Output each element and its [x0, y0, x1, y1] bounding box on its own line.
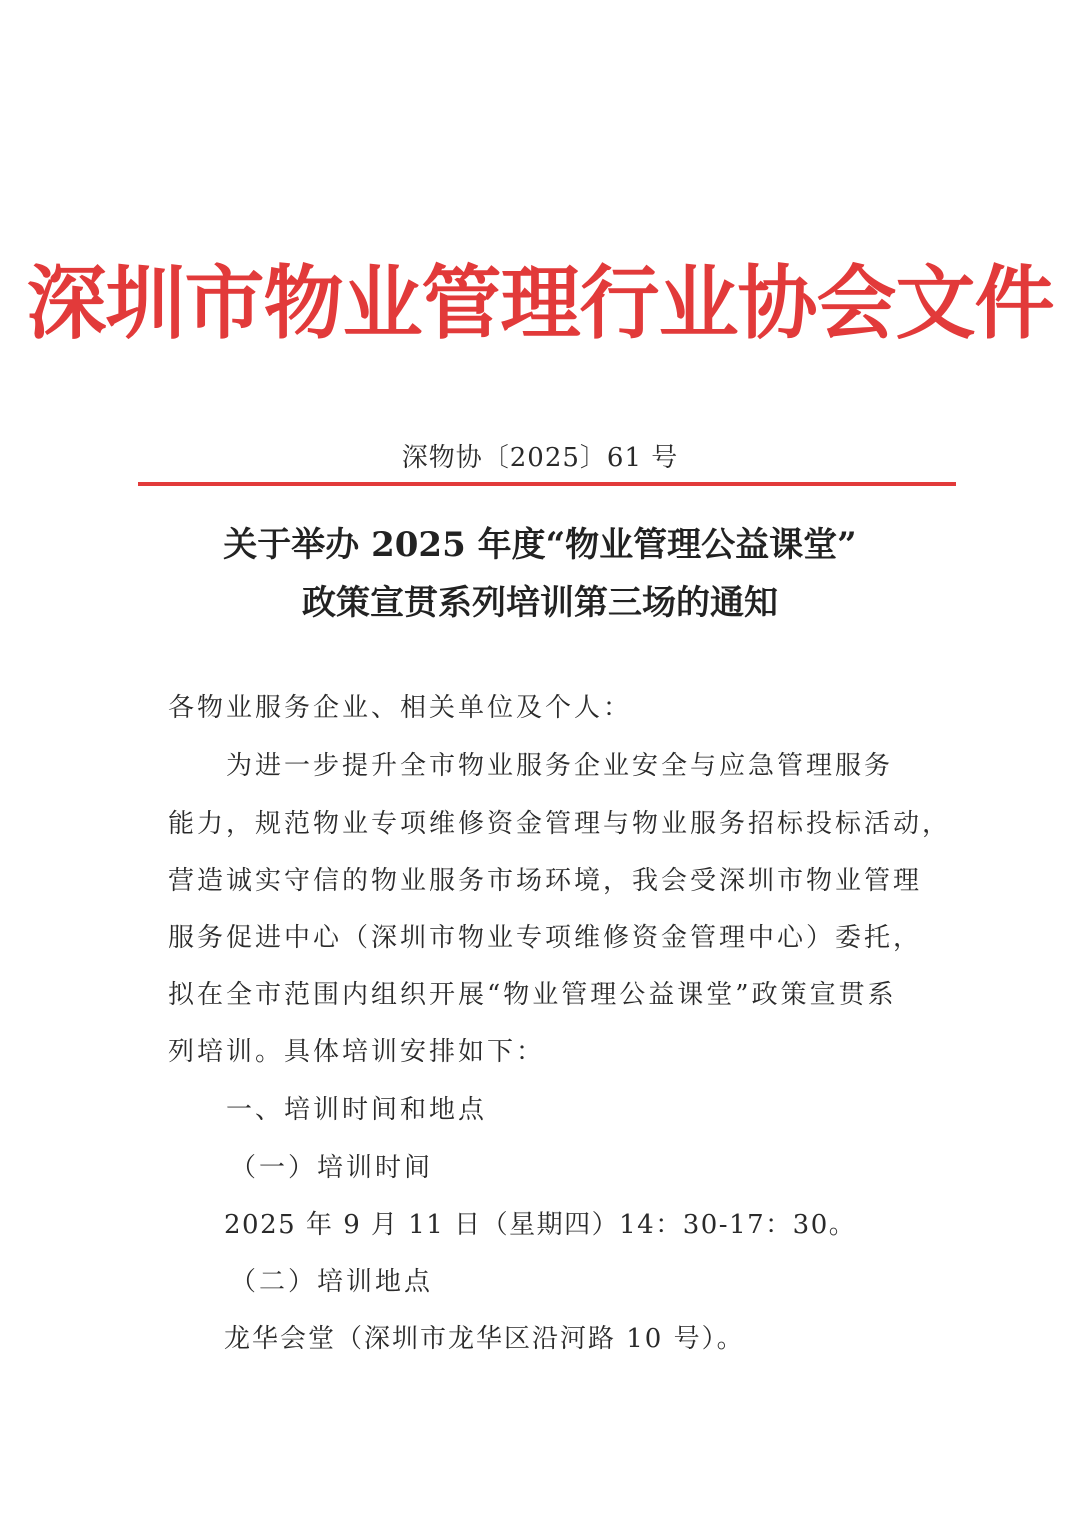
subsection-heading-time: （一）培训时间: [230, 1153, 434, 1183]
paragraph-line: 为进一步提升全市物业服务企业安全与应急管理服务: [226, 751, 894, 781]
training-time: 2025 年 9 月 11 日（星期四）14：30-17：30。: [224, 1210, 857, 1240]
paragraph-line: 列培训。具体培训安排如下：: [168, 1037, 546, 1067]
salutation: 各物业服务企业、相关单位及个人：: [168, 693, 633, 723]
paragraph-line: 营造诚实守信的物业服务市场环境，我会受深圳市物业管理: [168, 866, 923, 896]
document-number: 深物协〔2025〕61 号: [401, 443, 679, 473]
section-heading-1: 一、培训时间和地点: [226, 1095, 488, 1125]
red-divider-line: [138, 482, 956, 486]
paragraph-line: 拟在全市范围内组织开展“物业管理公益课堂”政策宣贯系: [168, 980, 897, 1010]
notice-title-line-2: 政策宣贯系列培训第三场的通知: [302, 583, 778, 623]
paragraph-line: 服务促进中心（深圳市物业专项维修资金管理中心）委托，: [168, 923, 923, 953]
subsection-heading-location: （二）培训地点: [230, 1267, 434, 1297]
training-location: 龙华会堂（深圳市龙华区沿河路 10 号）。: [224, 1324, 745, 1354]
notice-title-line-1: 关于举办 2025 年度“物业管理公益课堂”: [223, 525, 857, 565]
masthead-title: 深圳市物业管理行业协会文件: [26, 256, 1054, 350]
paragraph-line: 能力，规范物业专项维修资金管理与物业服务招标投标活动，: [168, 809, 952, 839]
